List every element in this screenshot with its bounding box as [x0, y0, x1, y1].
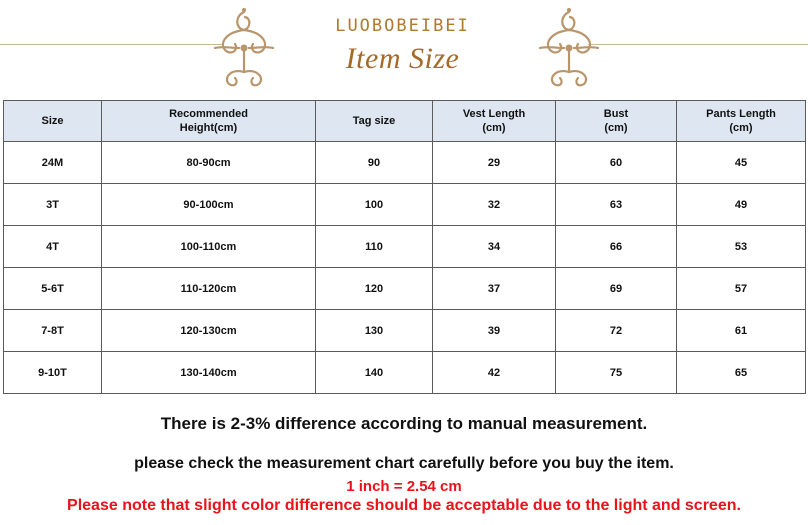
cell-bust: 60: [556, 142, 677, 184]
table-header: [4, 101, 806, 142]
cell-size: 5-6T: [4, 268, 102, 310]
cell-vest-length: 32: [433, 184, 556, 226]
cell-height: 110-120cm: [102, 268, 316, 310]
table-row: [4, 310, 806, 352]
cell-height: 90-100cm: [102, 184, 316, 226]
cell-size: 9-10T: [4, 352, 102, 394]
cell-bust: 75: [556, 352, 677, 394]
cell-bust: 72: [556, 310, 677, 352]
page-title: Item Size: [345, 42, 460, 75]
cell-size: 7-8T: [4, 310, 102, 352]
cell-tag-size: 90: [316, 142, 433, 184]
cell-pants-length: 49: [677, 184, 806, 226]
check-chart-note: please check the measurement chart carefully before you buy the item.: [134, 455, 674, 472]
divider-line-left: [0, 44, 222, 45]
cell-height: 100-110cm: [102, 226, 316, 268]
cell-tag-size: 130: [316, 310, 433, 352]
cell-size: 3T: [4, 184, 102, 226]
cell-size: 24M: [4, 142, 102, 184]
cell-bust: 63: [556, 184, 677, 226]
divider-line-right: [588, 44, 808, 45]
table-row: [4, 184, 806, 226]
cell-pants-length: 61: [677, 310, 806, 352]
cell-vest-length: 37: [433, 268, 556, 310]
inch-conversion-note: 1 inch = 2.54 cm: [346, 478, 462, 495]
table-header-row: [4, 101, 806, 142]
table-row: [4, 142, 806, 184]
table-row: [4, 352, 806, 394]
table-row: [4, 226, 806, 268]
color-difference-note: Please note that slight color difference should be acceptable due to the light and screen.: [67, 497, 741, 514]
cell-height: 80-90cm: [102, 142, 316, 184]
cell-vest-length: 34: [433, 226, 556, 268]
cell-pants-length: 65: [677, 352, 806, 394]
cell-pants-length: 45: [677, 142, 806, 184]
cell-tag-size: 110: [316, 226, 433, 268]
baroque-flourish-icon: [530, 2, 608, 92]
cell-height: 130-140cm: [102, 352, 316, 394]
cell-tag-size: 140: [316, 352, 433, 394]
cell-vest-length: 39: [433, 310, 556, 352]
column-header-tag-size: Tag size: [316, 101, 433, 142]
table-row: [4, 268, 806, 310]
column-header-vest-length: Vest Length (cm): [433, 101, 556, 142]
column-header-size: Size: [4, 101, 102, 142]
size-chart-table: [3, 100, 806, 394]
cell-bust: 66: [556, 226, 677, 268]
cell-bust: 69: [556, 268, 677, 310]
measurement-difference-note: There is 2-3% difference according to manual measurement.: [160, 414, 648, 433]
column-header-bust: Bust (cm): [556, 101, 677, 142]
cell-tag-size: 100: [316, 184, 433, 226]
cell-height: 120-130cm: [102, 310, 316, 352]
cell-pants-length: 57: [677, 268, 806, 310]
header-banner: [0, 0, 808, 95]
column-header-pants-length: Pants Length (cm): [677, 101, 806, 142]
cell-vest-length: 42: [433, 352, 556, 394]
brand-name: LUOBOBEIBEI: [335, 16, 470, 36]
cell-vest-length: 29: [433, 142, 556, 184]
table-body: [4, 142, 806, 394]
cell-size: 4T: [4, 226, 102, 268]
cell-pants-length: 53: [677, 226, 806, 268]
cell-tag-size: 120: [316, 268, 433, 310]
baroque-flourish-icon: [205, 2, 283, 92]
column-header-height: Recommended Height(cm): [102, 101, 316, 142]
